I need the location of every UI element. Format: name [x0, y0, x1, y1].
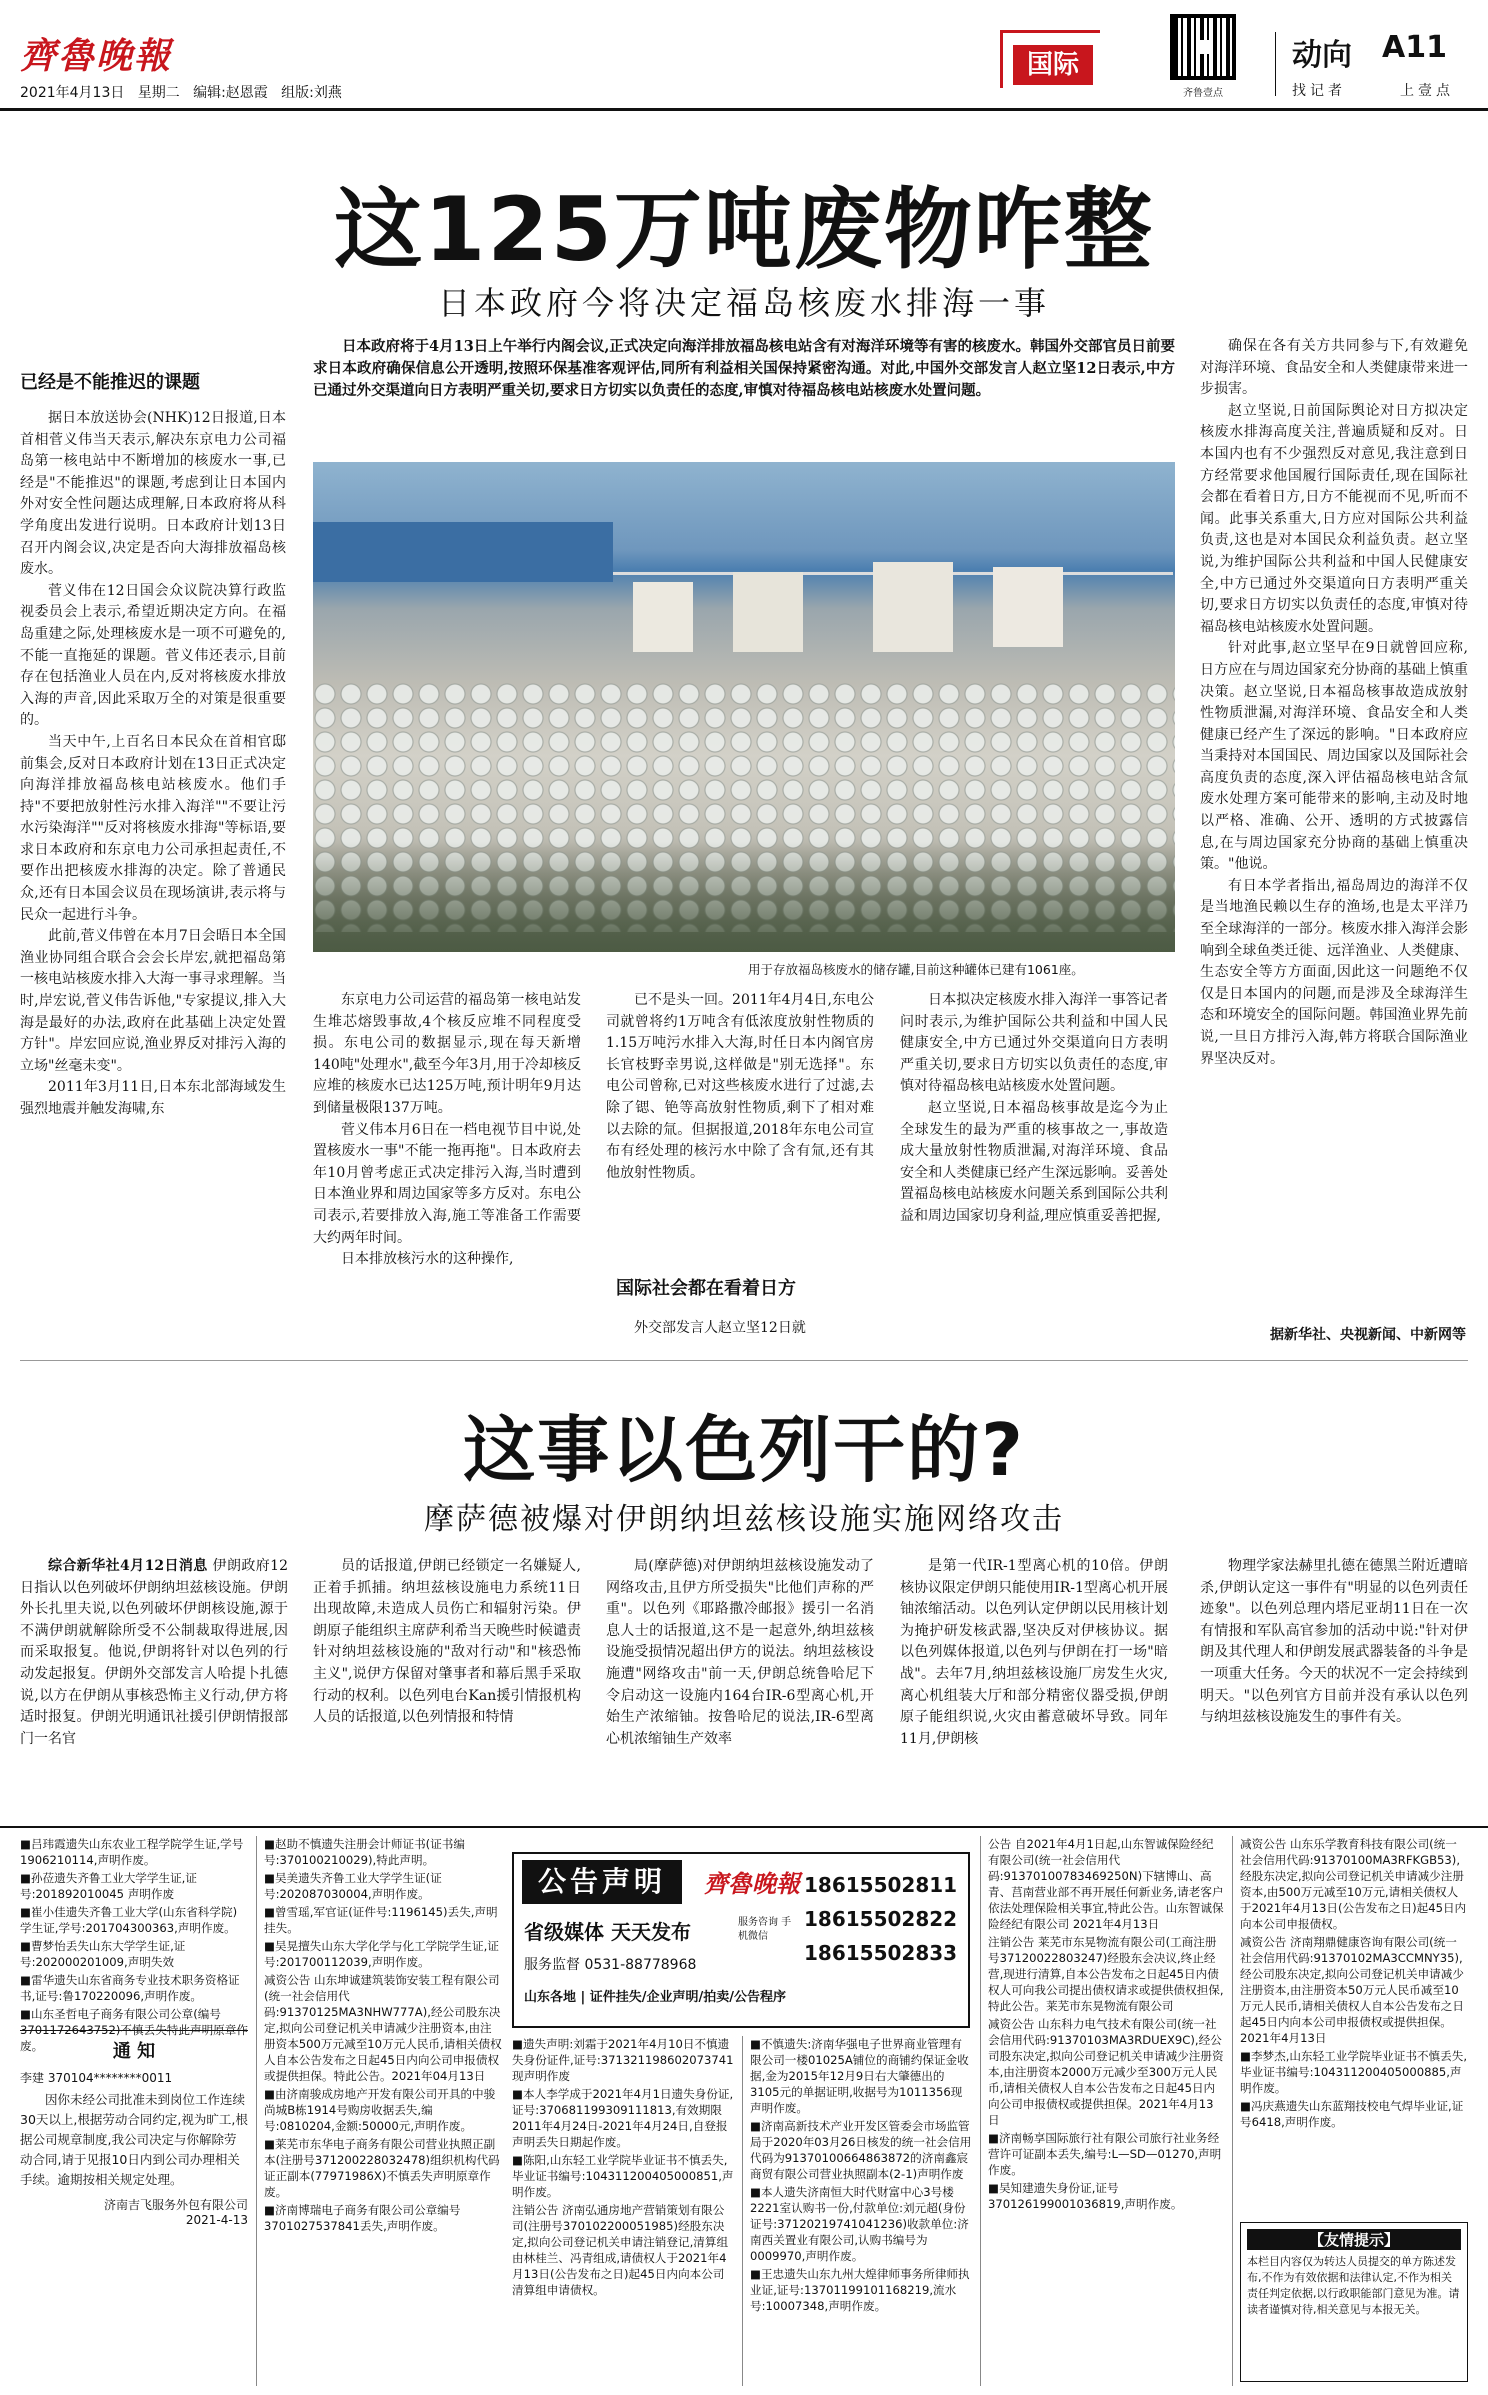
- section-badge: [1000, 30, 1100, 88]
- story1-col-d: 日本拟决定核废水排入海洋一事答记者问时表示,为维护国际公共利益和中国人民健康安全,中方已通过外交渠道向日方表明严重关切,要求日方切实以负责任的态度,审慎对待福岛核电站核废水处置问题。 赵立坚说,日本福岛核事故是迄今为止全球发生的最为严重的核事故之一,事故造成大量放射性物质泄漏,对海洋环境、食品安全和人类健康已经产生深远影响。妥善处置福岛核电站核废水问题关系到国际公共利益和周边国家切身利益,理应慎重妥善把握,: [900, 992, 1168, 1224]
- ads-col4: ■不慎遗失:济南华强电子世界商业管理有限公司一楼01025A铺位的商铺约保证金收据,金为2015年12月9日右大肇德出的3105元的单据证明,收据号为1011356现声明作废。 ■济南高新技术产业开发区管委会市场监管局于2020年03月26日核发的统一社会信用代码为91370100664863872的济南鑫宸商贸有限公司营业执照副本(2-1)声明作废 ■本人遗失济南恒大时代财富中心3号楼2221室认购书一份,付款单位:刘元超(身份证号:37120219741041236)收款单位:济南西关置业有限公司,认购书编号为0009970,声明作废。 ■王忠遗失山东九州大煌律师事务所律师执业证,证号:13701199101168219,流水号:10007348,声明作废。: [750, 2037, 972, 2313]
- story2-dateline: 综合新华社4月12日消息: [48, 1558, 208, 1574]
- qr-label: 齐鲁壹点: [1183, 88, 1223, 99]
- reporter-tag: 找记者: [1292, 83, 1346, 99]
- newspaper-logo: 齊魯晚報: [20, 35, 173, 77]
- section-name: 动向: [1292, 38, 1352, 73]
- friendly-tip-title: 【友情提示】: [1247, 2229, 1461, 2250]
- announcement-slogan: 省级媒体 天天发布: [524, 1920, 691, 1944]
- story2-headline: 这事以色列干的?: [463, 1408, 1025, 1492]
- announcement-box: [512, 1852, 970, 2028]
- story2-col1: 综合新华社4月12日消息 伊朗政府12日指认以色列破坏伊朗纳坦兹核设施。伊朗外长扎里夫说,以色列破坏伊朗核设施,源于不满伊朗就解除所受不公制裁取得进展,因而采取报复。他说,伊朗将针对以色列的行动发起报复。伊朗外交部发言人哈提卜扎德说,以方在伊朗从事核恐怖主义行动,伊方将适时报复。伊朗光明通讯社援引伊朗情报部门一名官: [20, 1558, 288, 1747]
- ads-col1: ■吕玮霞遗失山东农业工程学院学生证,学号1906210114,声明作废。 ■孙莅遗失齐鲁工业大学学生证,证号:201892010045 声明作废 ■崔小佳遗失齐鲁工业大学(山东省科学院)学生证,学号:201704300363,声明作废。 ■曹梦怡丢失山东大学学生证,证号:202000201009,声明失效 ■雷华遗失山东省商务专业技术职务资格证书,证号:鲁170220096,声明作废。 ■山东圣哲电子商务有限公司公章(编号3701172643752)不慎丢失特此声明原章作废。: [20, 1837, 248, 2053]
- ads-col6: 减资公告 山东乐学教育科技有限公司(统一社会信用代码:91370100MA3RFKGB53),经股东决定,拟向公司登记机关申请减少注册资本,由500万元减至10万元,请相关债权人于2021年4月13日(公告发布之日)起45日内向本公司申报债权。 减资公告 济南翔鼎健康咨询有限公司(统一社会信用代码:91370102MA3CCMNY35),经公司股东决定,拟向公司登记机关申请减少注册资本,由注册资本50万元人民币减至10万元人民币,请相关债权人自本公告发布之日起45日内向本公司申报债权或提供担保。2021年4月13日 ■李梦杰,山东轻工业学院毕业证书不慎丢失,毕业证书编号:104311200405000885,声明作废。 ■冯庆燕遗失山东蓝翔技校电气焊毕业证,证号6418,声明作废。: [1240, 1837, 1468, 2129]
- story1-subhead: 日本政府今将决定福岛核废水排海一事: [437, 284, 1050, 322]
- story2-subhead: 摩萨德被爆对伊朗纳坦兹核设施实施网络攻击: [424, 1502, 1064, 1537]
- phone-3[interactable]: 18615502833: [804, 1941, 958, 1965]
- story2-col3: 局(摩萨德)对伊朗纳坦兹核设施发动了网络攻击,且伊方所受损失"比他们声称的严重"。以色列《耶路撒冷邮报》援引一名消息人士的话报道,这不是一起意外,纳坦兹核设施受损情况超出伊方的说法。纳坦兹核设施遭"网络攻击"前一天,伊朗总统鲁哈尼下令启动这一设施内164台IR-6型离心机,开始生产浓缩铀。按鲁哈尼的说法,IR-6型离心机浓缩铀生产效率: [606, 1558, 874, 1747]
- story1-headline: 这125万吨废物咋整: [334, 178, 1154, 281]
- page-number: A11: [1382, 30, 1447, 65]
- ads-col2: ■赵助不慎遗失注册会计师证书(证书编号:370100210029),特此声明。 ■吴美遗失齐鲁工业大学学生证(证号:202087030004,声明作废。 ■曾雪瑶,军官证(证件号:1196145)丢失,声明挂失。 ■吴晃擅失山东大学化学与化工学院学生证,证号:201700112039,声明作废。 减资公告 山东坤诚建筑装饰安装工程有限公司(统一社会信用代码:91370125MA3NHW777A),经公司股东决定,拟向公司登记机关申请减少注册资本,由注册资本500万元减至10万元人民币,请相关债权人自本公告发布之日起45日内向公司申报债权或提供担保。特此公告。2021年04月13日 ■由济南骏成房地产开发有限公司开具的中骏尚城B栋1914号购房收据丢失,编号:0810204,金额:50000元,声明作废。 ■莱芜市东华电子商务有限公司营业执照正副本(注册号371200228032478)组织机构代码证正副本(77971986X)不慎丢失声明原章作废。 ■济南博瑞电子商务有限公司公章编号3701027537841丢失,声明作废。: [264, 1837, 502, 2233]
- announcement-title: 公告声明: [522, 1860, 682, 1904]
- story1-sub2: 国际社会都在看着日方: [616, 1278, 796, 1299]
- story1-col-c2: 外交部发言人赵立坚12日就: [634, 1320, 806, 1336]
- announcement-hotline: 服务监督 0531-88778968: [524, 1957, 697, 1973]
- notice-name: 李建 370104********0011: [20, 2071, 173, 2085]
- section-badge-label: 国际: [1013, 45, 1093, 85]
- weekday: 星期二: [137, 85, 180, 101]
- story2-col4: 是第一代IR-1型离心机的10倍。伊朗核协议限定伊朗只能使用IR-1型离心机开展铀浓缩活动。以色列认定伊朗以民用核计划为掩护研发核武器,坚决反对伊核协议。据以色列媒体报道,以色列与伊朗在打一场"暗战"。去年7月,纳坦兹核设施厂房发生火灾,离心机组装大厅和部分精密仪器受损,伊朗原子能组织说,火灾由蓄意破坏导致。同年11月,伊朗核: [900, 1558, 1168, 1747]
- masthead: [0, 0, 1488, 112]
- photo-caption: 用于存放福岛核废水的储存罐,目前这种罐体已建有1061座。: [748, 962, 1084, 977]
- notice-body: 因你未经公司批准未到岗位工作连续30天以上,根据劳动合同约定,视为旷工,根据公司规章制度,我公司决定与你解除劳动合同,请于见报10日内到公司办理相关手续。逾期按相关规定处理。: [20, 2092, 248, 2187]
- story1-col-b: 东京电力公司运营的福岛第一核电站发生堆芯熔毁事故,4个核反应堆不同程度受损。东电公司的数据显示,现在每天新增140吨"处理水",截至今年3月,用于冷却核反应堆的核废水已达125万吨,预计明年9月达到储量极限137万吨。 菅义伟本月6日在一档电视节目中说,处置核废水一事"不能一拖再拖"。日本政府去年10月曾考虑正式决定排污入海,当时遭到日本渔业界和周边国家等多方反对。东电公司表示,若要排放入海,施工等准备工作需要大约两年时间。 日本排放核污水的这种操作,: [313, 992, 581, 1268]
- story2-col2: 员的话报道,伊朗已经锁定一名嫌疑人,正着手抓捕。纳坦兹核设施电力系统11日出现故障,未造成人员伤亡和辐射污染。伊朗原子能组织主席萨利希当天晚些时候谴责针对纳坦兹核设施的"敌对行动"和"核恐怖主义",说伊方保留对肇事者和幕后黑手采取行动的权利。以色列电台Kan援引情报机构人员的话报道,以色列情报和特情: [313, 1558, 581, 1726]
- notice-title: 通 知: [112, 2041, 156, 2062]
- qr-code[interactable]: [1170, 14, 1236, 80]
- story1-col1: 据日本放送协会(NHK)12日报道,日本首相菅义伟当天表示,解决东京电力公司福岛第一核电站中不断增加的核废水一事,已经是"不能推迟"的课题,考虑到让日本国内外对安全性问题达成理解,日本政府将从科学角度出发进行说明。日本政府计划13日召开内阁会议,决定是否向大海排放福岛核废水。 菅义伟在12日国会众议院决算行政监视委员会上表示,希望近期决定方向。在福岛重建之际,处理核废水是一项不可避免的,不能一直拖延的课题。菅义伟还表示,目前存在包括渔业人员在内,反对将核废水排放入海的声音,因此采取万全的对策是很重要的。 当天中午,上百名日本民众在首相官邸前集会,反对日本政府计划在13日正式决定向海洋排放福岛核电站核废水。他们手持"不要把放射性污水排入海洋""不要让污水污染海洋""反对将核废水排海"等标语,要求日本政府和东京电力公司承担起责任,不要作出把核废水排海的决定。除了普通民众,还有日本国会议员在现场演讲,表示将与民众一起进行斗争。 此前,菅义伟曾在本月7日会晤日本全国渔业协同组合联合会会长岸宏,就把福岛第一核电站核废水排入大海一事寻求理解。当时,岸宏说,菅义伟告诉他,"专家提议,排入大海是最好的办法,政府在此基础上决定处置方针"。岸宏回应说,渔业界反对排污入海的立场"丝毫未变"。 2011年3月11日,日本东北部海域发生强烈地震并触发海啸,东: [20, 410, 286, 1117]
- announcement-logo: 齊魯晚報: [704, 1870, 800, 1898]
- layout-credit: 组版:刘燕: [281, 85, 342, 101]
- friendly-tip-box: [1240, 2222, 1468, 2382]
- ads-col5: 公告 自2021年4月1日起,山东智诚保险经纪有限公司(统一社会信用代码:91370100783469250N)下辖博山、高青、莒南营业部不再开展任何新业务,请老客户依法处理保险相关事宜,特此公告。山东智诚保险经纪有限公司 2021年4月13日 注销公告 莱芜市东晃物流有限公司(工商注册号37120022803247)经股东会决议,终止经营,现进行清算,自本公告发布之日起45日内债权人可向我公司提出债权请求或提供债权担保,特此公告。莱芜市东晃物流有限公司 减资公告 山东科力电气技术有限公司(统一社会信用代码:91370103MA3RDUEX9C),经公司股东决定,拟向公司登记机关申请减少注册资本,由注册资本2000万元减少至300万元人民币,请相关债权人自本公告发布之日起45日内向公司申报债权或提供担保。2021年4月13日 ■济南畅享国际旅行社有限公司旅行社业务经营许可证副本丢失,编号:L—SD—01270,声明作废。 ■吴知建遗失身份证,证号370126199001036819,声明作废。: [988, 1837, 1224, 2211]
- phone-1[interactable]: 18615502811: [804, 1873, 958, 1897]
- issue-date: 2021年4月13日: [20, 85, 125, 101]
- app-tag: 上壹点: [1400, 83, 1454, 99]
- notice-box: [20, 2030, 248, 2385]
- friendly-tip-body: 本栏目内容仅为转达人员提交的单方陈述发布,不作为有效依据和法律认定,不作为相关责任判定依据,以行政职能部门意见为准。请读者谨慎对待,相关意见与本报无关。: [1247, 2255, 1460, 2316]
- story1-source: 据新华社、央视新闻、中新网等: [1270, 1327, 1466, 1343]
- announcement-wechat: 服务咨询 手机微信: [738, 1917, 792, 1942]
- editor: 编辑:赵恩霞: [193, 85, 268, 101]
- notice-date: 2021-4-13: [185, 2213, 248, 2227]
- masthead-info: [20, 82, 342, 102]
- notice-sign: 济南吉飞服务外包有限公司: [103, 2198, 248, 2212]
- story1-col-e: 确保在各有关方共同参与下,有效避免对海洋环境、食品安全和人类健康带来进一步损害。 赵立坚说,日前国际舆论对日方拟决定核废水排海高度关注,普遍质疑和反对。日本国内也有不少强烈反对意见,我注意到日方经常要求他国履行国际责任,现在国际社会都在看着日方,日方不能视而不见,听而不闻。此事关系重大,日方应对国际公共利益负责,这也是对本国民众利益负责。赵立坚说,为维护国际公共利益和中国人民健康安全,中方已通过外交渠道向日方表明严重关切,要求日方切实以负责任的态度,审慎对待福岛核电站核废水处置问题。 针对此事,赵立坚早在9日就曾回应称,日方应在与周边国家充分协商的基础上慎重决策。赵立坚说,日本福岛核事故造成放射性物质泄漏,对海洋环境、食品安全和人类健康已经产生了深远的影响。"日本政府应当秉持对本国国民、周边国家以及国际社会高度负责的态度,深入评估福岛核电站含氚废水处理方案可能带来的影响,主动及时地以严格、准确、公开、透明的方式披露信息,在与周边国家充分协商的基础上慎重决策。"他说。 有日本学者指出,福岛周边的海洋不仅是当地渔民赖以生存的渔场,也是太平洋乃至全球海洋的一部分。核废水排入海洋会影响到全球鱼类迁徙、远洋渔业、人类健康、生态安全等方方面面,因此这一问题绝不仅仅是日本国内的问题,而是涉及全球海洋生态和环境安全的国际问题。韩国渔业界先前说,一旦日方排污入海,韩方将联合国际渔业界坚决反对。: [1200, 338, 1468, 1067]
- story1-lead: 日本政府将于4月13日上午举行内阁会议,正式决定向海洋排放福岛核电站含有对海洋环境等有害的核废水。韩国外交部官员日前要求日本政府确保信息公开透明,按照环保基准客观评估,同所有利益相关国保持紧密沟通。对此,中国外交部发言人赵立坚12日表示,中方已通过外交渠道向日方表明严重关切,要求日方切实以负责任的态度,审慎对待福岛核电站核废水处置问题。: [313, 338, 1175, 399]
- story1-sub1: 已经是不能推迟的课题: [20, 372, 200, 393]
- announcement-tags: 山东各地 | 证件挂失/企业声明/拍卖/公告程序: [524, 1990, 787, 2005]
- story1-col-c: 已不是头一回。2011年4月4日,东电公司就曾将约1万吨含有低浓度放射性物质的1.15万吨污水排入大海,时任日本内阁官房长官枝野幸男说,这样做是"别无选择"。东电公司曾称,已对这些核废水进行了过滤,去除了锶、铯等高放射性物质,剩下了相对难以去除的氚。但据报道,2018年东电公司宣布有经处理的核污水中除了含有氚,还有其他放射性物质。: [606, 992, 874, 1181]
- ads-col3: ■遗失声明:刘霜于2021年4月10日不慎遗失身份证件,证号:371321198602073741 现声明作废 ■本人李学成于2021年4月1日遗失身份证,证号:370681199309111813,有效期限2011年4月24日-2021年4月24日,自登报声明丢失日期起作废。 ■陈阳,山东轻工业学院毕业证书不慎丢失,毕业证书编号:104311200405000851,声明作废。 注销公告 济南弘通房地产营销策划有限公司(注册号370102200051985)经股东决定,拟向公司登记机关申请注销登记,清算组由林桂兰、冯青组成,请债权人于2021年4月13日(公告发布之日)起45日内向本公司清算组申请债权。: [512, 2037, 734, 2297]
- story2-col5: 物理学家法赫里扎德在德黑兰附近遭暗杀,伊朗认定这一事件有"明显的以色列责任迹象"。以色列总理内塔尼亚胡11日在一次有情报和军队高官参加的活动中说:"针对伊朗及其代理人和伊朗发展武器装备的斗争是一项重大任务。今天的状况不一定会持续到明天。"以色列官方目前并没有承认以色列与纳坦兹核设施发生的事件有关。: [1200, 1558, 1468, 1726]
- fukushima-tank-photo: [313, 462, 1175, 952]
- phone-2[interactable]: 18615502822: [804, 1907, 958, 1931]
